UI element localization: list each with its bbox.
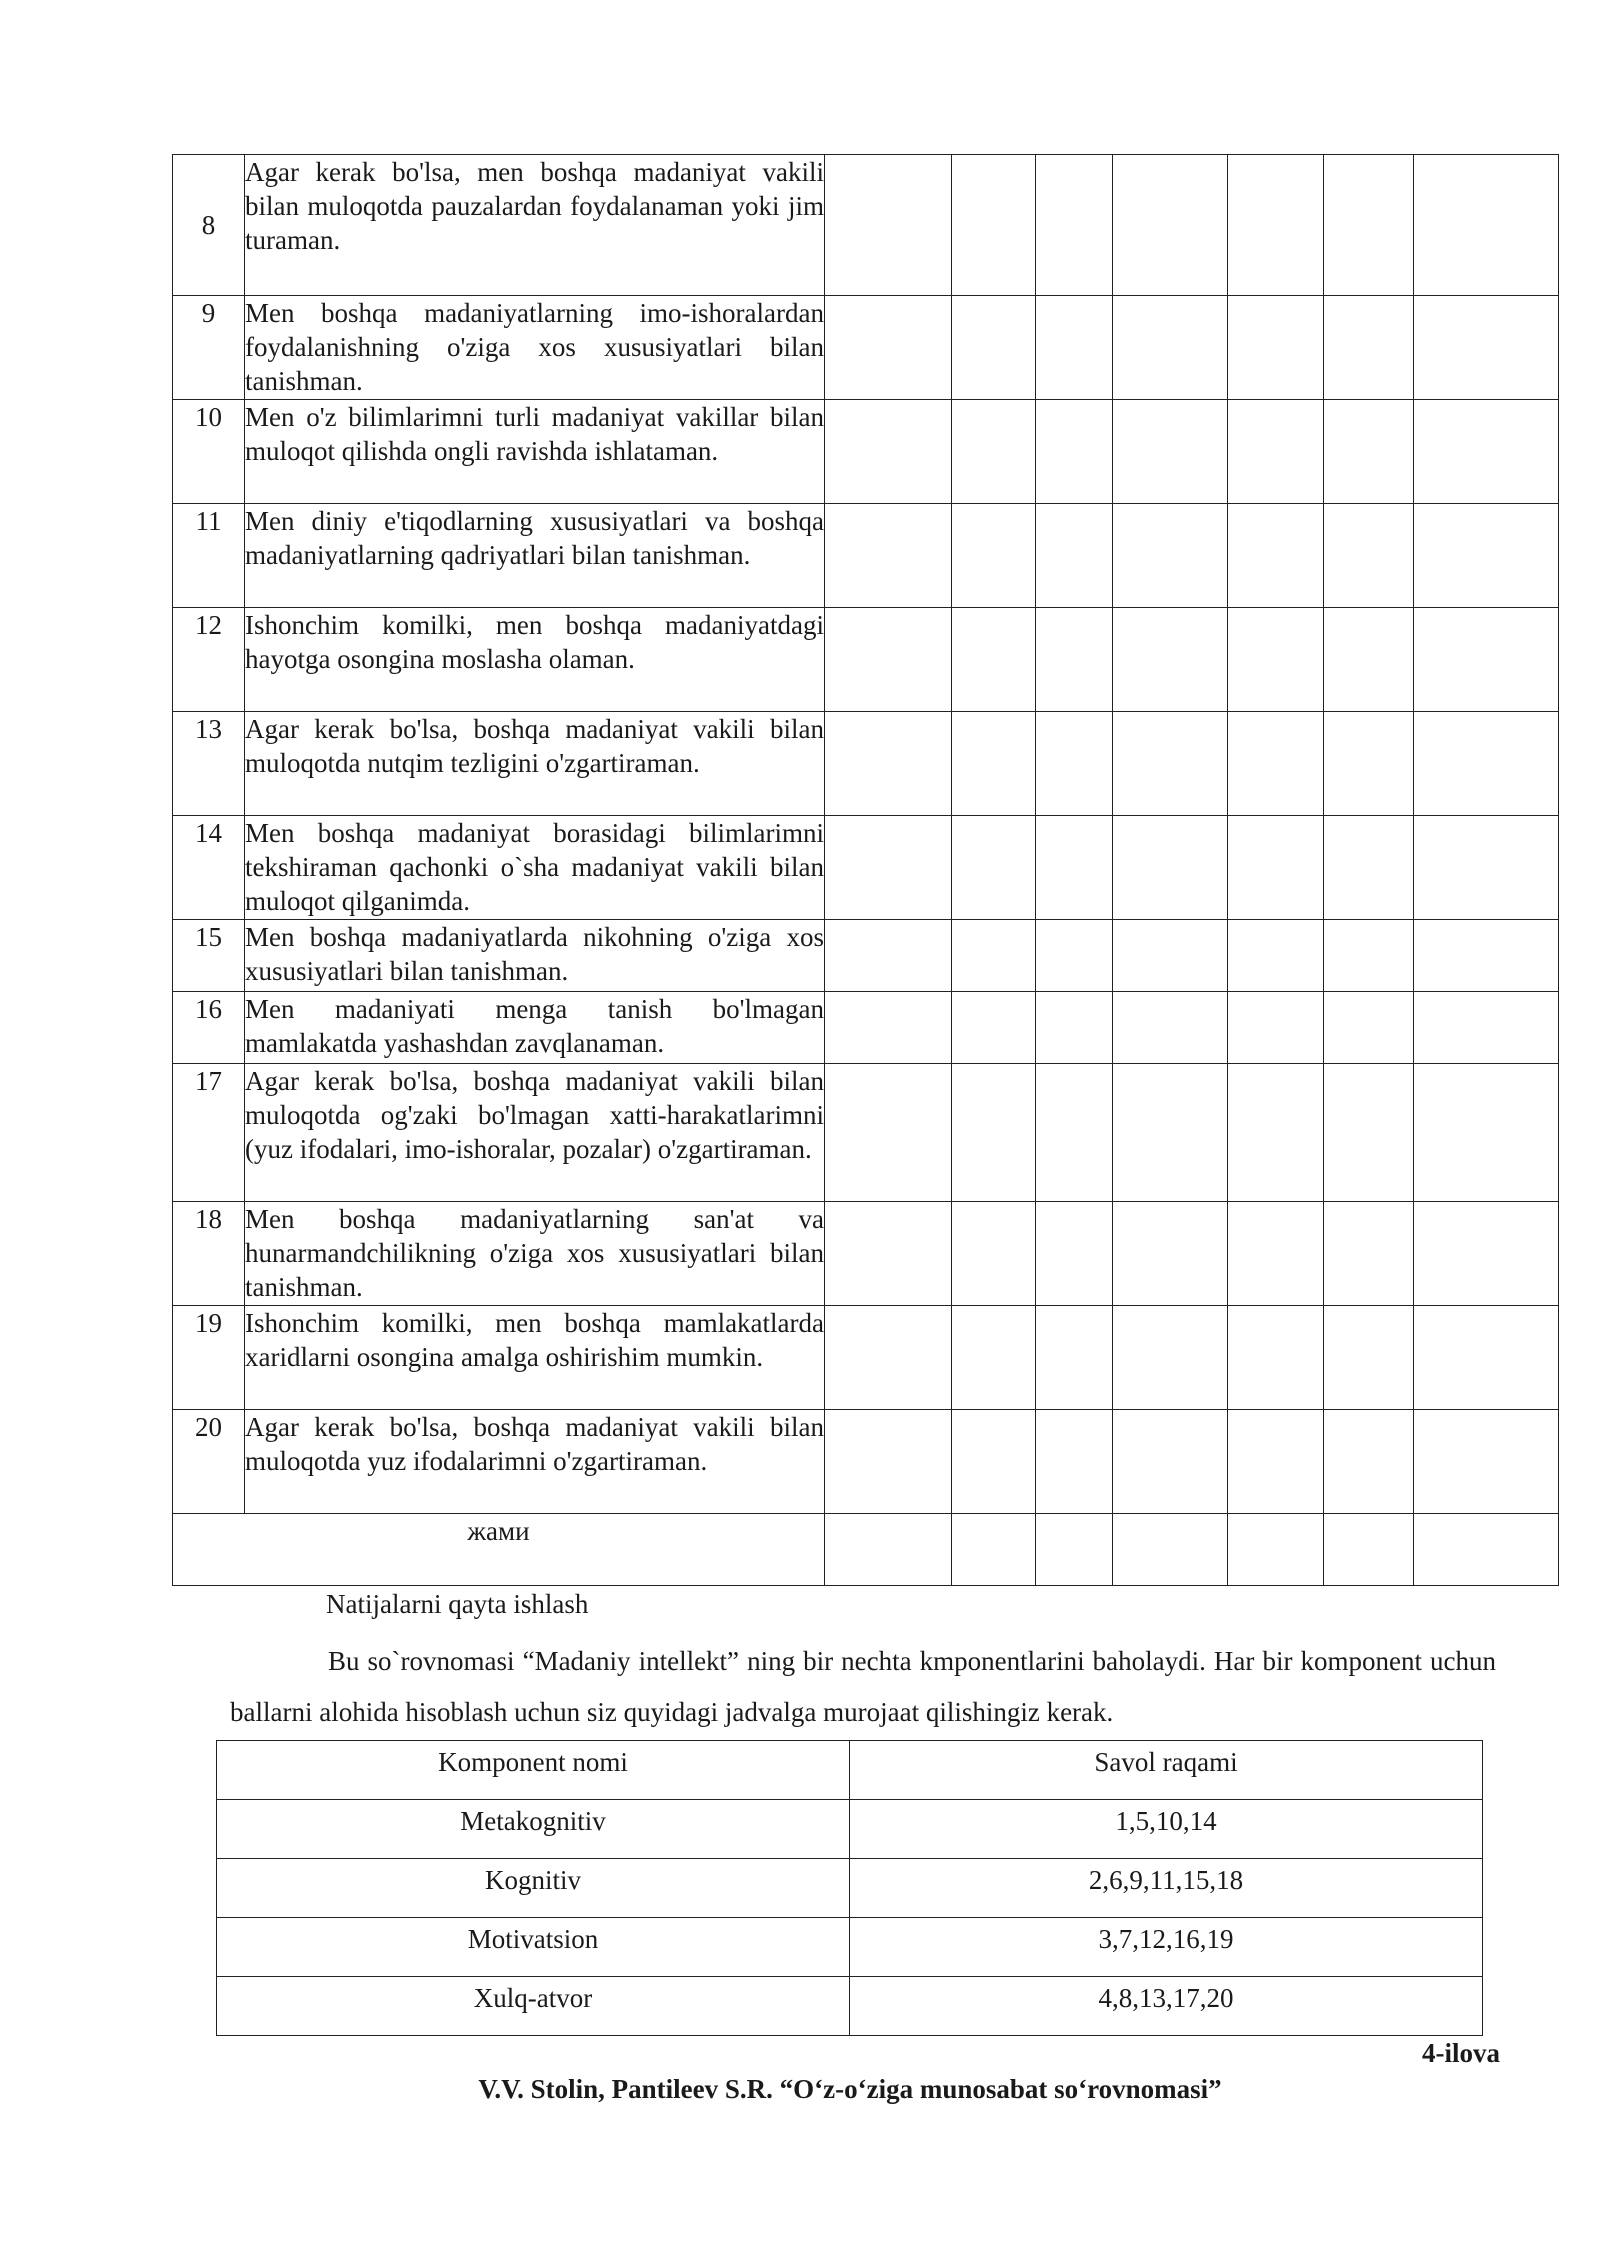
question-number: 17 bbox=[173, 1064, 245, 1202]
answer-cell[interactable] bbox=[1228, 608, 1324, 712]
table-row bbox=[173, 504, 1559, 608]
answer-cell[interactable] bbox=[1324, 816, 1414, 920]
question-numbers: 2,6,9,11,15,18 bbox=[850, 1859, 1483, 1918]
answer-cell[interactable] bbox=[1414, 1410, 1559, 1514]
answer-cell[interactable] bbox=[952, 1306, 1036, 1410]
answer-cell[interactable] bbox=[1324, 504, 1414, 608]
answer-cell[interactable] bbox=[825, 992, 952, 1064]
answer-cell[interactable] bbox=[1414, 296, 1559, 400]
answer-cell[interactable] bbox=[1324, 608, 1414, 712]
table-row bbox=[173, 400, 1559, 504]
total-cell[interactable] bbox=[1036, 1514, 1113, 1586]
answer-cell[interactable] bbox=[1228, 712, 1324, 816]
answer-cell[interactable] bbox=[1228, 920, 1324, 992]
answer-cell[interactable] bbox=[1414, 504, 1559, 608]
total-cell[interactable] bbox=[1414, 1514, 1559, 1586]
table-row bbox=[217, 1918, 1483, 1977]
answer-cell[interactable] bbox=[1228, 296, 1324, 400]
total-cell[interactable] bbox=[1228, 1514, 1324, 1586]
total-label: жами bbox=[173, 1514, 825, 1586]
component-name-header: Komponent nomi bbox=[217, 1741, 850, 1800]
answer-cell[interactable] bbox=[1324, 920, 1414, 992]
answer-cell[interactable] bbox=[1228, 816, 1324, 920]
total-row bbox=[173, 1514, 1559, 1586]
answer-cell[interactable] bbox=[952, 920, 1036, 992]
answer-cell[interactable] bbox=[1414, 1202, 1559, 1306]
component-name: Kognitiv bbox=[217, 1859, 850, 1918]
total-cell[interactable] bbox=[952, 1514, 1036, 1586]
table-row bbox=[217, 1800, 1483, 1859]
answer-cell[interactable] bbox=[1113, 1306, 1228, 1410]
answer-cell[interactable] bbox=[952, 712, 1036, 816]
answer-cell[interactable] bbox=[825, 608, 952, 712]
table-row bbox=[217, 1859, 1483, 1918]
answer-cell[interactable] bbox=[1228, 1064, 1324, 1202]
question-text: Ishonchim komilki, men boshqa madaniyatdagi hayotga osongina moslasha olaman. bbox=[245, 608, 825, 712]
question-number: 14 bbox=[173, 816, 245, 920]
answer-cell[interactable] bbox=[1414, 1306, 1559, 1410]
answer-cell[interactable] bbox=[1414, 920, 1559, 992]
answer-cell[interactable] bbox=[1113, 400, 1228, 504]
answer-cell[interactable] bbox=[1036, 155, 1113, 296]
answer-cell[interactable] bbox=[952, 400, 1036, 504]
results-heading: Natijalarni qayta ishlash bbox=[326, 1589, 589, 1619]
answer-cell[interactable] bbox=[1036, 920, 1113, 992]
total-cell[interactable] bbox=[1324, 1514, 1414, 1586]
answer-cell[interactable] bbox=[1113, 992, 1228, 1064]
answer-cell[interactable] bbox=[1228, 1202, 1324, 1306]
answer-cell[interactable] bbox=[952, 296, 1036, 400]
question-number: 11 bbox=[173, 504, 245, 608]
answer-cell[interactable] bbox=[825, 1202, 952, 1306]
answer-cell[interactable] bbox=[1414, 155, 1559, 296]
answer-cell[interactable] bbox=[825, 504, 952, 608]
question-number: 19 bbox=[173, 1306, 245, 1410]
answer-cell[interactable] bbox=[1113, 296, 1228, 400]
answer-cell[interactable] bbox=[1324, 155, 1414, 296]
question-number: 8 bbox=[173, 155, 245, 296]
answer-cell[interactable] bbox=[825, 1410, 952, 1514]
answer-cell[interactable] bbox=[1113, 920, 1228, 992]
answer-cell[interactable] bbox=[1113, 712, 1228, 816]
answer-cell[interactable] bbox=[1228, 1410, 1324, 1514]
answer-cell[interactable] bbox=[952, 155, 1036, 296]
question-text: Men o'z bilimlarimni turli madaniyat vakillar bilan muloqot qilishda ongli ravishda ishlataman. bbox=[245, 400, 825, 504]
answer-cell[interactable] bbox=[1324, 992, 1414, 1064]
question-text: Men diniy e'tiqodlarning xususiyatlari va boshqa madaniyatlarning qadriyatlari bilan tanishman. bbox=[245, 504, 825, 608]
table-row bbox=[173, 1064, 1559, 1202]
table-row bbox=[217, 1977, 1483, 2036]
answer-cell[interactable] bbox=[1414, 712, 1559, 816]
answer-cell[interactable] bbox=[1036, 1306, 1113, 1410]
answer-cell[interactable] bbox=[1414, 992, 1559, 1064]
answer-cell[interactable] bbox=[1113, 155, 1228, 296]
answer-cell[interactable] bbox=[1228, 992, 1324, 1064]
answer-cell[interactable] bbox=[825, 816, 952, 920]
answer-cell[interactable] bbox=[1036, 1410, 1113, 1514]
answer-cell[interactable] bbox=[1414, 1064, 1559, 1202]
answer-cell[interactable] bbox=[1036, 712, 1113, 816]
answer-cell[interactable] bbox=[1324, 712, 1414, 816]
question-text: Agar kerak bo'lsa, boshqa madaniyat vakili bilan muloqotda yuz ifodalarimni o'zgartiraman. bbox=[245, 1410, 825, 1514]
components-header-row bbox=[217, 1741, 1483, 1800]
answer-cell[interactable] bbox=[825, 712, 952, 816]
table-row bbox=[173, 920, 1559, 992]
table-row bbox=[173, 816, 1559, 920]
answer-cell[interactable] bbox=[952, 1064, 1036, 1202]
question-number: 18 bbox=[173, 1202, 245, 1306]
question-numbers-header: Savol raqami bbox=[850, 1741, 1483, 1800]
answer-cell[interactable] bbox=[1324, 1064, 1414, 1202]
component-name: Metakognitiv bbox=[217, 1800, 850, 1859]
table-row bbox=[173, 608, 1559, 712]
answer-cell[interactable] bbox=[952, 992, 1036, 1064]
answer-cell[interactable] bbox=[1228, 155, 1324, 296]
components-table bbox=[216, 1740, 1483, 2036]
question-text: Agar kerak bo'lsa, boshqa madaniyat vakili bilan muloqotda og'zaki bo'lmagan xatti-harakatlarimni (yuz ifodalari, imo-ishoralar, pozalar) o'zgartiraman. bbox=[245, 1064, 825, 1202]
table-row bbox=[173, 296, 1559, 400]
answer-cell[interactable] bbox=[1113, 816, 1228, 920]
answer-cell[interactable] bbox=[952, 816, 1036, 920]
answer-cell[interactable] bbox=[1036, 608, 1113, 712]
answer-cell[interactable] bbox=[1324, 1410, 1414, 1514]
answer-cell[interactable] bbox=[1036, 816, 1113, 920]
question-numbers: 3,7,12,16,19 bbox=[850, 1918, 1483, 1977]
question-number: 16 bbox=[173, 992, 245, 1064]
question-text: Agar kerak bo'lsa, men boshqa madaniyat vakili bilan muloqotda pauzalardan foydalanaman yoki jim turaman. bbox=[245, 155, 825, 296]
question-numbers: 1,5,10,14 bbox=[850, 1800, 1483, 1859]
table-row bbox=[173, 1410, 1559, 1514]
table-row bbox=[173, 155, 1559, 296]
answer-cell[interactable] bbox=[1324, 296, 1414, 400]
question-text: Men boshqa madaniyatlarning imo-ishoralardan foydalanishning o'ziga xos xususiyatlari bilan tanishman. bbox=[245, 296, 825, 400]
answer-cell[interactable] bbox=[1414, 816, 1559, 920]
total-cell[interactable] bbox=[825, 1514, 952, 1586]
answer-cell[interactable] bbox=[1324, 1202, 1414, 1306]
answer-cell[interactable] bbox=[1036, 504, 1113, 608]
answer-cell[interactable] bbox=[1113, 608, 1228, 712]
question-number: 9 bbox=[173, 296, 245, 400]
answer-cell[interactable] bbox=[952, 504, 1036, 608]
question-number: 13 bbox=[173, 712, 245, 816]
answer-cell[interactable] bbox=[1036, 400, 1113, 504]
answer-cell[interactable] bbox=[825, 400, 952, 504]
table-row bbox=[173, 712, 1559, 816]
components-body bbox=[217, 1741, 1483, 2036]
answer-cell[interactable] bbox=[825, 155, 952, 296]
answer-cell[interactable] bbox=[952, 608, 1036, 712]
answer-cell[interactable] bbox=[1228, 504, 1324, 608]
answer-cell[interactable] bbox=[1324, 1306, 1414, 1410]
answer-cell[interactable] bbox=[1113, 1410, 1228, 1514]
answer-cell[interactable] bbox=[825, 1306, 952, 1410]
table-row bbox=[173, 992, 1559, 1064]
question-text: Men madaniyati menga tanish bo'lmagan mamlakatda yashashdan zavqlanaman. bbox=[245, 992, 825, 1064]
survey-table bbox=[172, 154, 1559, 1586]
answer-cell[interactable] bbox=[1113, 1064, 1228, 1202]
question-text: Men boshqa madaniyatlarda nikohning o'ziga xos xususiyatlari bilan tanishman. bbox=[245, 920, 825, 992]
answer-cell[interactable] bbox=[1036, 1064, 1113, 1202]
answer-cell[interactable] bbox=[1113, 1202, 1228, 1306]
question-text: Ishonchim komilki, men boshqa mamlakatlarda xaridlarni osongina amalga oshirishim mumkin. bbox=[245, 1306, 825, 1410]
question-numbers: 4,8,13,17,20 bbox=[850, 1977, 1483, 2036]
survey-body bbox=[173, 155, 1559, 1586]
question-number: 10 bbox=[173, 400, 245, 504]
answer-cell[interactable] bbox=[1414, 608, 1559, 712]
answer-cell[interactable] bbox=[1113, 504, 1228, 608]
component-name: Motivatsion bbox=[217, 1918, 850, 1977]
appendix-label: 4-ilova bbox=[1422, 2038, 1500, 2068]
question-text: Agar kerak bo'lsa, boshqa madaniyat vakili bilan muloqotda nutqim tezligini o'zgartiraman. bbox=[245, 712, 825, 816]
table-row bbox=[173, 1306, 1559, 1410]
question-text: Men boshqa madaniyat borasidagi bilimlarimni tekshiraman qachonki o`sha madaniyat vakili bilan muloqot qilganimda. bbox=[245, 816, 825, 920]
questionnaire-title: V.V. Stolin, Pantileev S.R. “O‘z-o‘ziga munosabat so‘rovnomasi” bbox=[478, 2074, 1222, 2104]
answer-cell[interactable] bbox=[1036, 1202, 1113, 1306]
answer-cell[interactable] bbox=[1228, 400, 1324, 504]
answer-cell[interactable] bbox=[1036, 992, 1113, 1064]
question-text: Men boshqa madaniyatlarning san'at va hunarmandchilikning o'ziga xos xususiyatlari bilan tanishman. bbox=[245, 1202, 825, 1306]
answer-cell[interactable] bbox=[825, 296, 952, 400]
answer-cell[interactable] bbox=[1414, 400, 1559, 504]
answer-cell[interactable] bbox=[952, 1410, 1036, 1514]
question-number: 12 bbox=[173, 608, 245, 712]
component-name: Xulq-atvor bbox=[217, 1977, 850, 2036]
table-row bbox=[173, 1202, 1559, 1306]
total-cell[interactable] bbox=[1113, 1514, 1228, 1586]
answer-cell[interactable] bbox=[1036, 296, 1113, 400]
question-number: 15 bbox=[173, 920, 245, 992]
answer-cell[interactable] bbox=[1324, 400, 1414, 504]
answer-cell[interactable] bbox=[825, 1064, 952, 1202]
answer-cell[interactable] bbox=[1228, 1306, 1324, 1410]
question-number: 20 bbox=[173, 1410, 245, 1514]
results-intro-paragraph: Bu so`rovnomasi “Madaniy intellekt” ning bir nechta kmponentlarini baholaydi. Har bir komponent uchun ballarni alohida hisoblash uchun siz quyidagi jadvalga murojaat qilishingiz kerak. bbox=[230, 1646, 1496, 1727]
answer-cell[interactable] bbox=[825, 920, 952, 992]
answer-cell[interactable] bbox=[952, 1202, 1036, 1306]
